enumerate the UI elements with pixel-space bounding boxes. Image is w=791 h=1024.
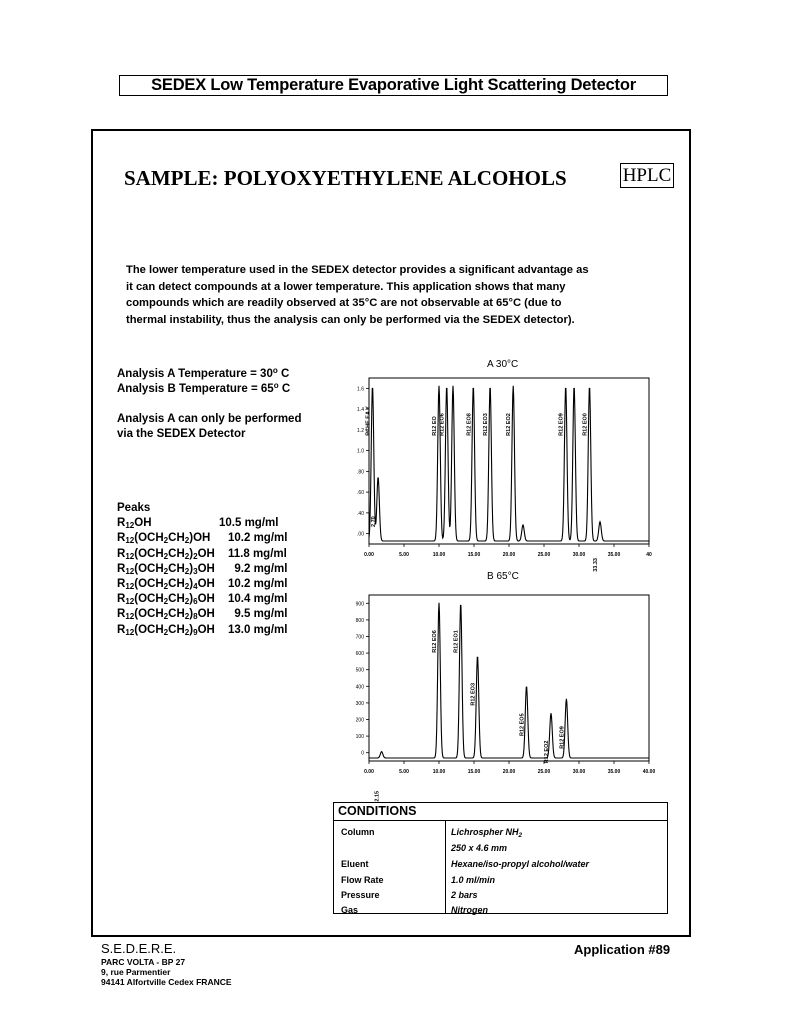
x-tick-label: 5.00: [399, 769, 409, 775]
condition-key: Gas: [341, 905, 359, 915]
peak-compound: $R_{12}(OCH_2CH_2)OH$: [117, 532, 211, 546]
y-tick-label: 1.0: [357, 448, 364, 455]
peak-label: R12 EO9: [559, 726, 566, 749]
y-tick-label: 100: [355, 734, 364, 741]
y-tick-label: .40: [357, 510, 364, 517]
peak-label: R12 EO6: [439, 413, 446, 436]
x-tick-label: 20.00: [502, 769, 516, 775]
condition-value: 250 x 4.6 mm: [451, 843, 508, 853]
x-tick-label: 25.00: [537, 552, 551, 558]
company-block: [101, 941, 232, 987]
y-tick-label: .00: [357, 531, 364, 538]
peak-amount: 13.0 mg/ml: [228, 623, 288, 636]
peak-amount: 10.4 mg/ml: [228, 593, 288, 606]
y-tick-label: 1.2: [357, 427, 364, 434]
condition-row: [334, 903, 667, 918]
x-tick-label: 10.00: [432, 769, 446, 775]
chart-a-title: A 30°C: [487, 359, 519, 370]
conditions-heading: CONDITIONS: [334, 803, 667, 821]
conditions-table: [333, 802, 668, 914]
x-tick-label: 15.00: [467, 769, 481, 775]
peak-compound: $R_{12}(OCH_2CH_2)_8OH$: [117, 608, 215, 622]
condition-key: Column: [341, 827, 375, 837]
y-tick-label: 600: [355, 651, 364, 658]
peak-label: R12 EO8: [466, 413, 473, 436]
intro-line: it can detect compounds at a lower temperature. This application shows that many: [126, 280, 566, 293]
peak-amount: 9.2 mg/ml: [228, 562, 288, 575]
peak-label: 2.15: [374, 790, 381, 802]
y-tick-label: .60: [357, 490, 364, 497]
chromatogram-trace: [369, 603, 649, 758]
peak-amount: 9.5 mg/ml: [228, 608, 288, 621]
x-tick-label: 15.00: [467, 552, 481, 558]
peak-row: [117, 592, 288, 607]
peak-compound: $R_{12}(OCH_2CH_2)_4OH$: [117, 577, 215, 591]
condition-value: Lichrospher $NH_2$: [451, 827, 523, 839]
y-tick-label: 1.6: [357, 386, 364, 393]
plot-frame: [369, 378, 649, 544]
condition-value: Hexane/iso-propyl alcohol/water: [451, 859, 590, 869]
peak-amount: 10.5 mg/ml: [219, 517, 279, 530]
peak-compound: $R_{12}(OCH_2CH_2)_3OH$: [117, 562, 215, 576]
y-tick-label: 300: [355, 700, 364, 707]
y-tick-label: 0: [361, 750, 364, 757]
peak-label: R12 EO3: [483, 413, 490, 436]
chart-b-title: B 65°C: [487, 571, 519, 582]
peak-label: R12 EO: [432, 416, 438, 436]
condition-key: Eluent: [341, 859, 369, 869]
peak-compound: $R_{12}(OCH_2CH_2)_2OH$: [117, 547, 215, 561]
peak-row: [117, 531, 288, 546]
condition-value: 2 bars: [451, 890, 478, 900]
intro-line: compounds which are readily observed at 35°C are not observable at 65°C (due to: [126, 297, 562, 309]
peak-row: [117, 577, 288, 592]
peak-label: R12 EO2: [544, 740, 550, 764]
condition-key: Flow Rate: [341, 875, 384, 885]
analysis-note-line: Analysis A can only be performed: [117, 413, 302, 425]
peak-amount: 10.2 mg/ml: [228, 532, 288, 545]
intro-paragraph: [126, 262, 666, 328]
condition-row: [334, 825, 667, 840]
y-tick-label: 800: [355, 617, 364, 624]
peak-label: R12 EO3: [470, 682, 477, 706]
peaks-heading: Peaks: [117, 502, 151, 514]
condition-row: [334, 857, 667, 872]
analysis-temps: [117, 367, 290, 397]
y-tick-label: 700: [355, 634, 364, 641]
x-tick-label: 35.00: [607, 552, 621, 558]
x-tick-label: 0.00: [364, 769, 374, 775]
y-tick-label: 400: [355, 684, 364, 691]
x-tick-label: 40.00: [642, 769, 656, 775]
condition-row: [334, 888, 667, 903]
document-title: SEDEX Low Temperature Evaporative Light Scattering Detector: [119, 75, 668, 96]
analysis-note: [117, 412, 301, 442]
hplc-badge: HPLC: [620, 163, 674, 188]
peak-row: [117, 607, 288, 622]
peak-row: [117, 547, 287, 562]
chromatogram-b: [345, 585, 657, 802]
condition-row: [334, 841, 667, 856]
x-tick-label: 25.00: [537, 769, 551, 775]
peak-label: R12 EO0: [582, 413, 589, 436]
x-tick-label: 10.00: [432, 552, 446, 558]
peak-label: R12 EO1: [453, 630, 460, 653]
chromatogram-a: [345, 368, 657, 572]
peak-label: 33.33: [593, 558, 599, 572]
x-tick-label: 30.00: [572, 552, 586, 558]
company-name: S.E.D.E.R.E.: [101, 941, 177, 956]
peak-compound: $R_{12}OH$: [117, 517, 152, 531]
analysis-b-temp: Analysis B Temperature = $65^o$ C: [117, 381, 291, 395]
sample-title: SAMPLE: POLYOXYETHYLENE ALCOHOLS: [124, 166, 567, 190]
application-number: Application #89: [574, 942, 671, 957]
peak-label: R12 EO5: [519, 713, 526, 736]
y-tick-label: 500: [355, 667, 364, 674]
analysis-a-temp: Analysis A Temperature = $30^o$ C: [117, 366, 290, 380]
x-tick-label: 0.00: [364, 552, 374, 558]
y-tick-label: .80: [357, 469, 364, 476]
condition-value: 1.0 ml/min: [451, 875, 496, 885]
intro-line: thermal instability, thus the analysis can only be performed via the SEDEX detector).: [126, 313, 575, 326]
condition-value: Nitrogen: [451, 905, 488, 915]
peak-amount: 10.2 mg/ml: [228, 577, 288, 590]
y-tick-label: 1.4: [357, 407, 364, 414]
y-tick-label: 900: [355, 601, 364, 608]
address-line: 94141 Alfortville Cedex FRANCE: [101, 977, 232, 987]
condition-row: [334, 873, 667, 888]
peak-row: [117, 516, 279, 531]
address-line: PARC VOLTA - BP 27: [101, 957, 186, 967]
peaks-list: [117, 501, 288, 638]
address-line: 9, rue Parmentier: [101, 967, 171, 977]
x-tick-label: 5.00: [399, 552, 409, 558]
y-tick-label: 200: [355, 717, 364, 724]
peak-label: RCHE EA Y: [365, 406, 372, 436]
peak-compound: $R_{12}(OCH_2CH_2)_6OH$: [117, 593, 215, 607]
peak-label: R12 EO9: [558, 413, 565, 436]
x-tick-label: 40: [646, 552, 652, 558]
peak-label: 2.70: [371, 516, 378, 527]
analysis-note-line: via the SEDEX Detector: [117, 428, 246, 440]
peak-compound: $R_{12}(OCH_2CH_2)_9OH$: [117, 623, 215, 637]
peak-label: R12 EO2: [506, 413, 513, 436]
condition-key: Pressure: [341, 890, 380, 900]
plot-frame: [369, 595, 649, 761]
peak-row: [117, 562, 288, 577]
peak-label: R12 EO6: [432, 630, 438, 653]
peak-row: [117, 623, 288, 638]
x-tick-label: 20.00: [502, 552, 516, 558]
peak-amount: 11.8 mg/ml: [228, 547, 287, 560]
x-tick-label: 30.00: [572, 769, 586, 775]
x-tick-label: 35.00: [607, 769, 621, 775]
intro-line: The lower temperature used in the SEDEX detector provides a significant advantage as: [126, 264, 589, 276]
chromatogram-trace: [369, 386, 649, 541]
